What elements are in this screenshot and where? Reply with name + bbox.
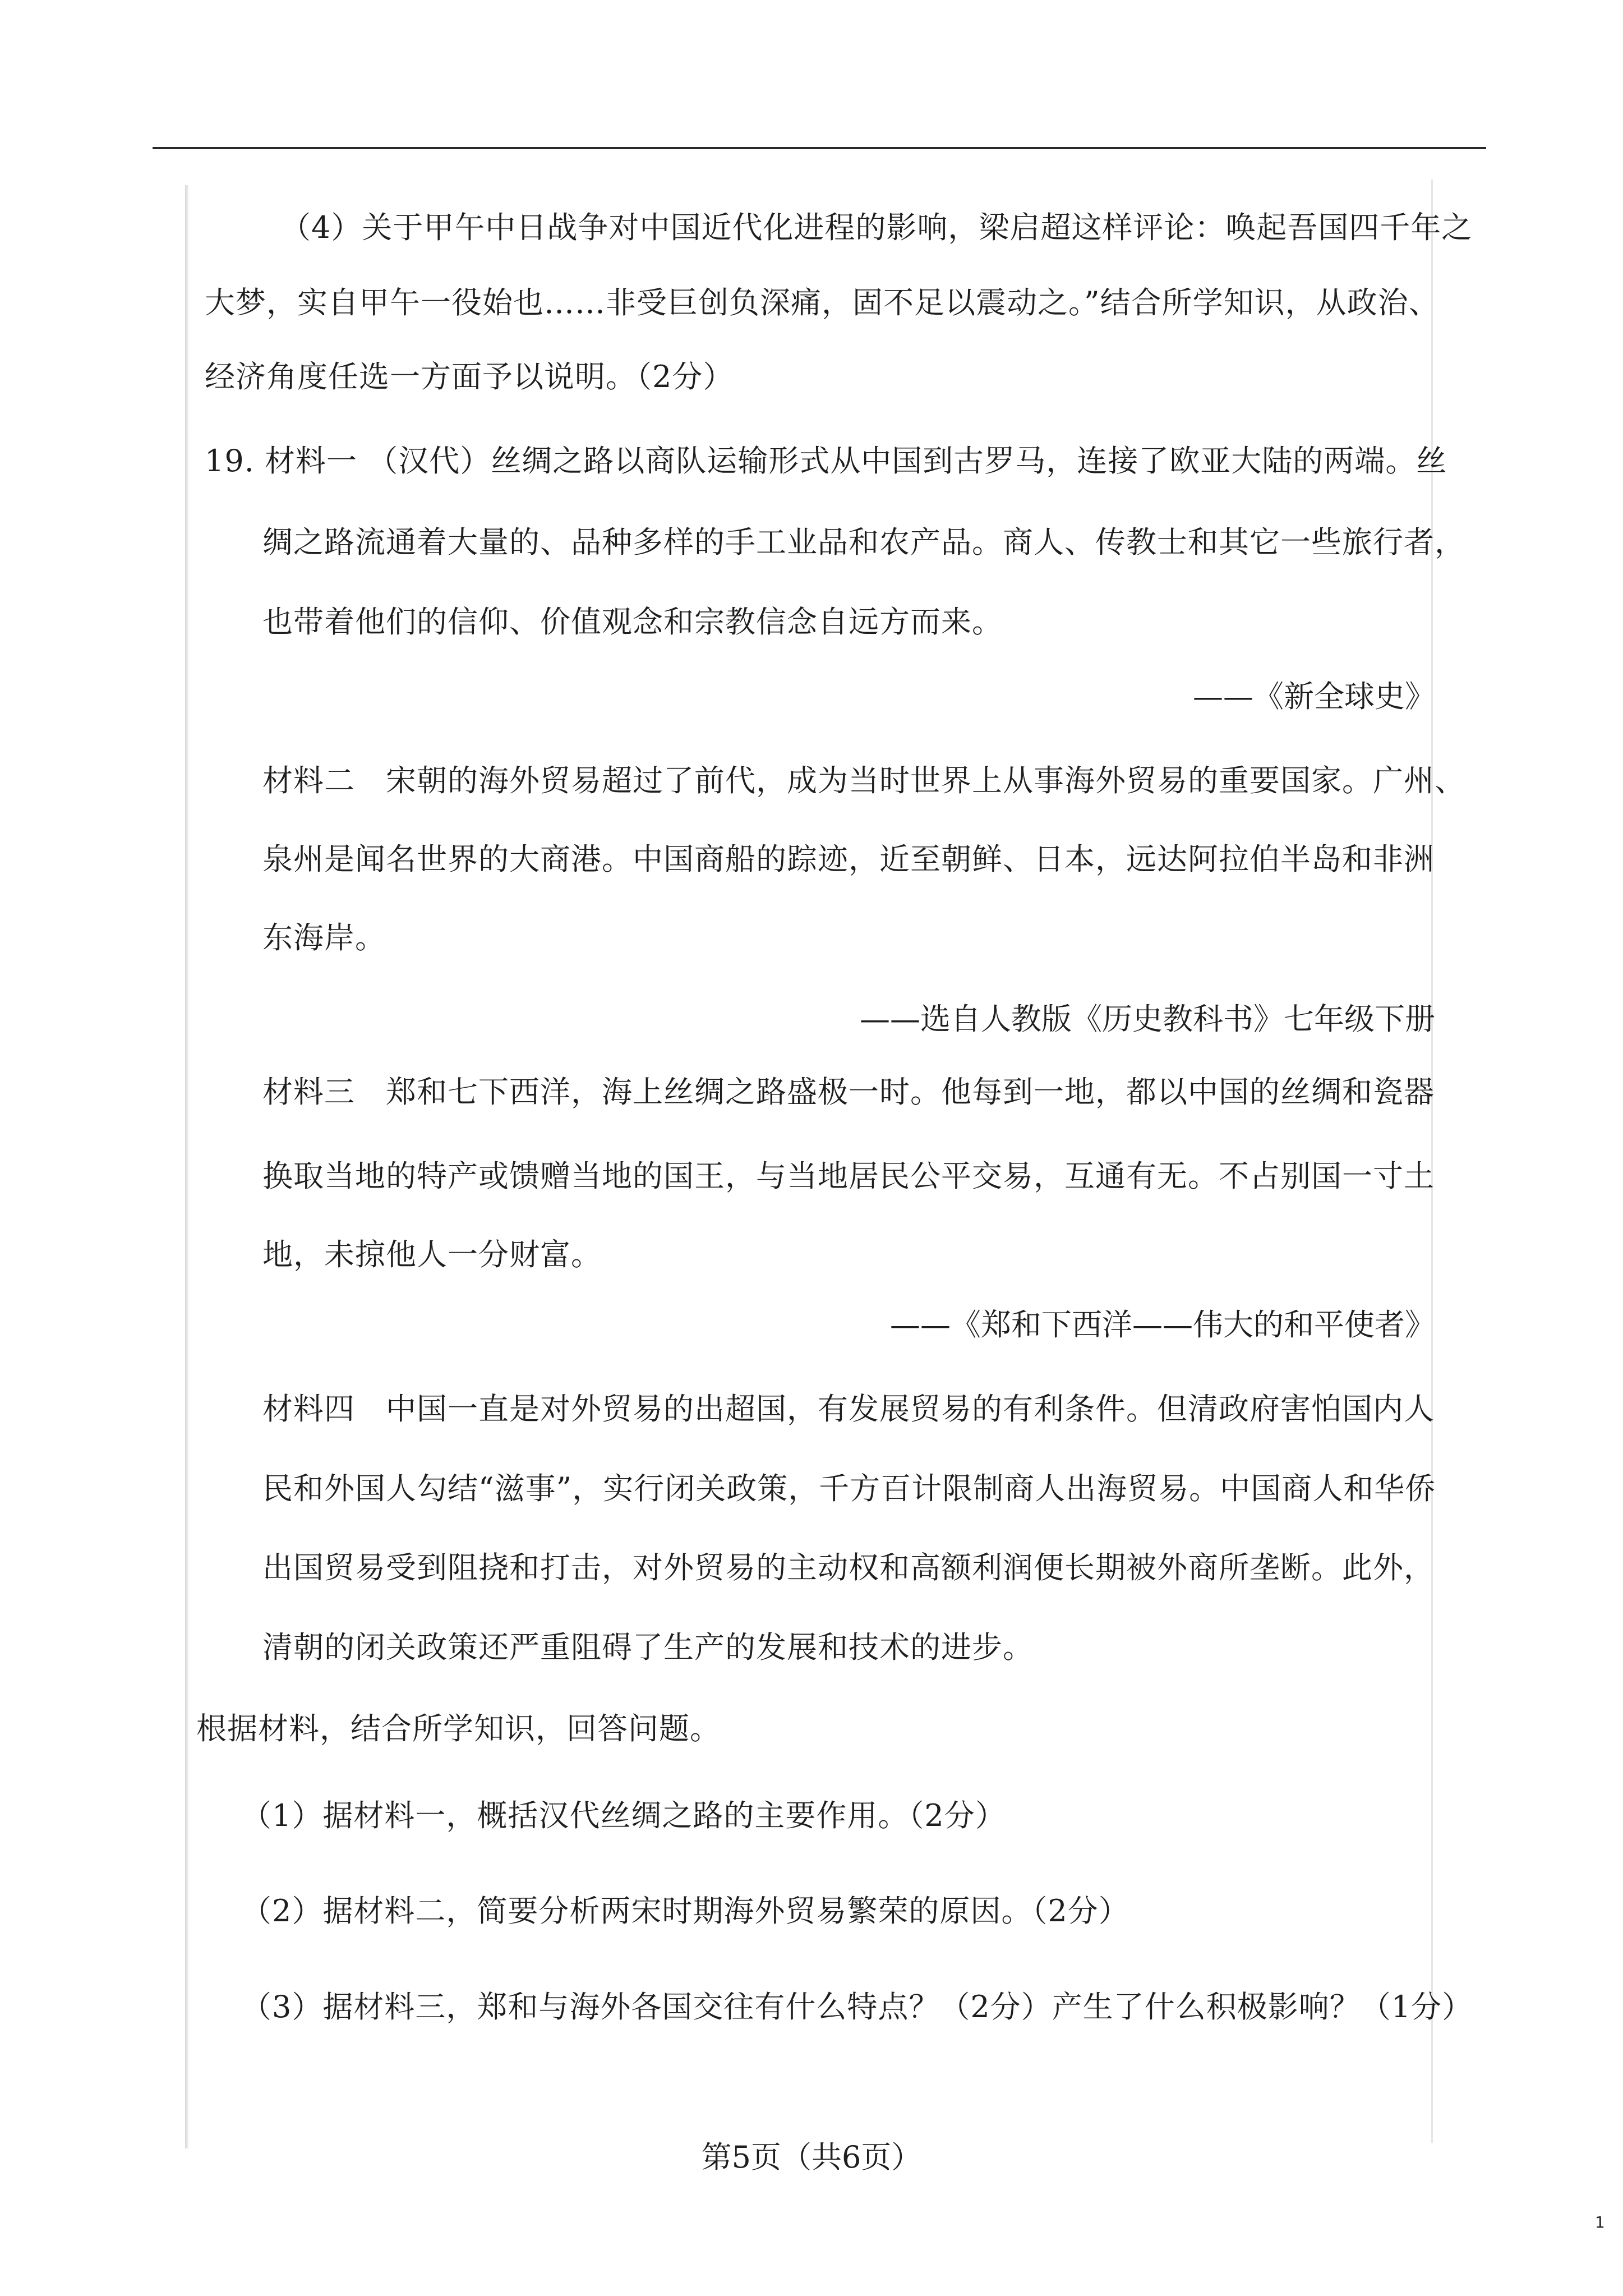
q19-material4-line-3: 出国贸易受到阻挠和打击，对外贸易的主动权和高额利润便长期被外商所垄断。此外， — [262, 1550, 1435, 1585]
page-number: 第5页（共6页） — [701, 2139, 922, 2175]
q19-subquestion-3: （3）据材料三，郑和与海外各国交往有什么特点？（2分）产生了什么积极影响？（1分） — [241, 1989, 1473, 2024]
q19-material3-line-2: 换取当地的特产或馈赠当地的国王，与当地居民公平交易，互通有无。不占别国一寸土 — [262, 1158, 1435, 1194]
scan-shadow-left — [185, 185, 188, 2148]
q19-material1-source: ——《新全球史》 — [1193, 679, 1435, 714]
q19-subquestion-1: （1）据材料一，概括汉代丝绸之路的主要作用。（2分） — [241, 1798, 1006, 1833]
q19-material4-line-4: 清朝的闭关政策还严重阻碍了生产的发展和技术的进步。 — [262, 1630, 1034, 1665]
corner-mark: 1 — [1595, 2213, 1605, 2231]
q19-material1-line-2: 绸之路流通着大量的、品种多样的手工业品和农产品。商人、传教士和其它一些旅行者， — [262, 524, 1465, 560]
q19-material1-line-1: 19. 材料一 （汉代）丝绸之路以商队运输形式从中国到古罗马，连接了欧亚大陆的两端。丝 — [205, 443, 1447, 478]
q19-material2-line-3: 东海岸。 — [262, 920, 386, 955]
q19-prompt: 根据材料，结合所学知识，回答问题。 — [196, 1711, 721, 1746]
header-rule — [153, 147, 1486, 149]
q18-4-line-2: 大梦，实自甲午一役始也……非受巨创负深痛，固不足以震动之。”结合所学知识，从政治、 — [205, 285, 1440, 320]
q19-material2-line-2: 泉州是闻名世界的大商港。中国商船的踪迹，近至朝鲜、日本，远达阿拉伯半岛和非洲 — [262, 841, 1435, 877]
q19-material3-source: ——《郑和下西洋——伟大的和平使者》 — [890, 1307, 1435, 1342]
q19-material4-line-2: 民和外国人勾结“滋事”，实行闭关政策，千方百计限制商人出海贸易。中国商人和华侨 — [262, 1471, 1436, 1506]
q19-material4-line-1: 材料四 中国一直是对外贸易的出超国，有发展贸易的有利条件。但清政府害怕国内人 — [262, 1391, 1435, 1427]
q19-subquestion-2: （2）据材料二，简要分析两宋时期海外贸易繁荣的原因。（2分） — [241, 1893, 1129, 1929]
q19-material2-source: ——选自人教版《历史教科书》七年级下册 — [860, 1001, 1435, 1037]
q19-material1-line-3: 也带着他们的信仰、价值观念和宗教信念自远方而来。 — [262, 604, 1003, 639]
q18-4-line-3: 经济角度任选一方面予以说明。（2分） — [205, 359, 734, 394]
q18-4-line-1: （4）关于甲午中日战争对中国近代化进程的影响，梁启超这样评论：唤起吾国四千年之 — [280, 210, 1473, 245]
q19-material3-line-3: 地，未掠他人一分财富。 — [262, 1237, 602, 1272]
q19-material3-line-1: 材料三 郑和七下西洋，海上丝绸之路盛极一时。他每到一地，都以中国的丝绸和瓷器 — [262, 1074, 1435, 1110]
q19-material2-line-1: 材料二 宋朝的海外贸易超过了前代，成为当时世界上从事海外贸易的重要国家。广州、 — [262, 763, 1465, 798]
